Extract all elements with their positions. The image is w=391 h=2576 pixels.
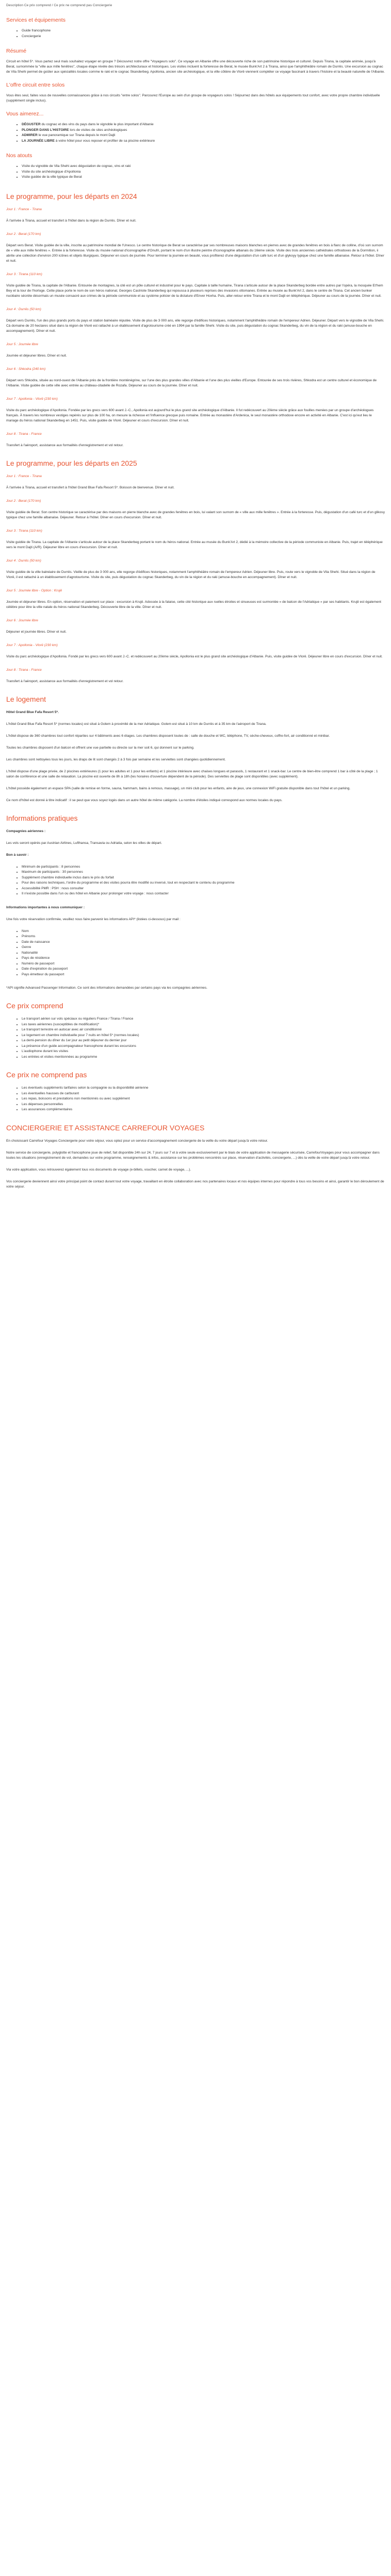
list-item: • Date d'expiration du passeport xyxy=(22,967,385,972)
list-item xyxy=(22,133,385,139)
programme-2025-title: Le programme, pour les départs en 2025 xyxy=(6,459,137,467)
page-footer-spacer xyxy=(6,1196,385,1217)
logement-text: Toutes les chambres disposent d'un balcon et offrent une vue partielle ou directe sur la mer soit 6, qui donnent sur le parking. xyxy=(6,745,194,750)
list-item: • Les dépenses personnelles xyxy=(22,1102,385,1108)
day-text: Journée et déjeuner libres. Dîner et nuit. xyxy=(6,353,67,358)
day-heading: Jour 2 : Berat (170 km) xyxy=(6,232,41,236)
list-item: • Pays de résidence xyxy=(22,956,385,961)
list-item: • Visite du vignoble de Vila Shehi avec dégustation de cognac, vins et raki xyxy=(22,164,385,170)
highlight-label: PLONGER DANS L'HISTOIRE xyxy=(22,128,69,132)
day-heading: Jour 1 : France - Tirana xyxy=(6,207,42,211)
list-item: • Les entrées et visites mentionnées au programme xyxy=(22,1055,385,1060)
day-text: Transfert à l'aéroport, assistance aux formalités d'enregistrement et vol retour. xyxy=(6,679,124,683)
day-heading: Jour 2 : Berat (170 km) xyxy=(6,499,41,503)
programme-2024-title: Le programme, pour les départs en 2024 xyxy=(6,192,137,200)
list-item: • Les taxes aériennes (susceptibles de modification)* xyxy=(22,1022,385,1028)
list-item: • Nationalité xyxy=(22,951,385,956)
day-text: Visite guidée de Tirana. La capitale de l'Albanie s'articule autour de la place Skanderbeg portant le nom du héros national. Entrée au musée du Bunk'Art 2, dédié à la mémoire collective de la période communiste en Albanie. Puis, trajet en téléphérique vers le mont Dajti (A/R). Déjeuner libre en cours d'excursion. Dîner et nuit. xyxy=(6,540,383,549)
day-text: À l'arrivée à Tirana, accueil et transfert à l'hôtel Grand Blue Fafa Resort 5*. Boisson de bienvenue. Dîner et nuit. xyxy=(6,485,175,489)
logement-text: L'hôtel dispose d'une plage privée, de 2 piscines extérieures (1 pour les adultes et 1 pour les enfants) et 1 piscine intérieure avec chaises longues et parasols, 1 restaurant et 1 snack-bar. Le centre de bien-être comprend 1 bar à côté de la plage ; 1 salon de conférence et une salle de relaxation. La piscine est ouverte de 8h à 18h (les horaires d'ouverture dépendent de la période). Des serviettes de plage sont disponibles (avec supplément). xyxy=(6,769,378,778)
list-item: • Le transport terrestre en autocar avec air conditionné xyxy=(22,1027,385,1033)
offre-title: L'offre circuit entre solos xyxy=(6,82,65,88)
important-label-text: Informations importantes à nous communiquer : xyxy=(6,905,85,909)
day-heading: Jour 3 : Tirana (110 km) xyxy=(6,272,42,276)
list-item xyxy=(22,128,385,133)
day-heading: Jour 3 : Tirana (110 km) xyxy=(6,529,42,533)
list-item: • Minimum de participants : 8 personnes xyxy=(22,865,385,870)
highlight-text: le vue panoramique sur Tirana depuis le mont Dajti xyxy=(37,133,116,137)
day-heading: Jour 6 : Shkodra (240 km) xyxy=(6,367,46,371)
bon-label xyxy=(6,853,385,858)
highlight-text: du cognac et des vins du pays dans le vignoble le plus important d'Albanie xyxy=(40,123,154,126)
conciergerie-text: Vos conciergerie deviennent ainsi votre principal point de contact durant tout votre voyage, travaillant en étroite collaboration avec nos partenaires locaux et nos équipes internes pour répondre à tous vos besoins et ainsi, garantir le bon déroulement de votre séjour. xyxy=(6,1179,384,1189)
day-text: Journée et déjeuner libres. En option, réservation et paiement sur place : excursion à Krujë. Adossée à la falaise, cette cité historique aux ruelles étroites et sinueuses est surmontée « de balcon de l'Adriatique » par ses habitants. Krujë est également célèbre pour être la ville natale du héros national Skanderbeg. Découverte libre de la ville. Dîner et nuit. xyxy=(6,600,381,609)
day-heading: Jour 4 : Durrës (50 km) xyxy=(6,558,41,563)
conciergerie-text: Notre service de conciergerie, polyglotte et francophone joue de relief, fait disponible 24h sur 24, 7 jours sur 7 et à votre seule exclusivement par le biais de votre application de messagerie sécurisée, CarrefourVoyages pour vous accompagner dans toutes les situations (enregistrement de vol, demandes sur votre programme, renseignements & infos, assistance sur les problèmes rencontrés sur place, réservation d'activités, conciergerie, ...) dès la veille de votre départ jusqu'à votre retour. xyxy=(6,1150,380,1160)
list-item: • Il n'existe possible dans l'un ou des hôtel en Albanie pour prolonger votre voyage : nous contacter xyxy=(22,891,385,897)
logement-title: Le logement xyxy=(6,694,46,703)
services-list xyxy=(6,28,385,39)
day-heading: Jour 8 : Tirana - France xyxy=(6,432,42,436)
day-heading: Jour 7 : Apollonia - Vlorë (230 km) xyxy=(6,643,58,647)
day-text: Visite du parc archéologique d'Apollonia. Fondée par les grecs vers 600 avant J.-C., Apollonia est aujourd'hui le plus grand site archéologique d'Albanie. Il fut redécouvert au 20ème siècle grâce aux fouilles menées par un groupe d'archéologues français. À travers les nombreux vestiges repérés sur plus de 100 ha, on mesure la richesse et l'influence grecque puis romaine. Entrée au monastère d'Ardenica, le seul monastère orthodoxe encore en activité en Albanie. C'est ici qu'eut lieu le mariage du héros national Skanderbeg en 1451. Puis, visite guidée de Vlorë. Déjeuner et cours d'excursion. Dîner et nuit. xyxy=(6,408,374,422)
offre-text: Vous êtes seul, faites vous de nouvelles connaissances grâce à nos circuits "entre solos". Parcourez l'Europe au sein d'un groupe de voyageurs solos ! Séjournez dans des hôtels aux équipements tout confort, avec votre propre chambre individuelle (supplément single inclus). xyxy=(6,94,380,103)
important-label xyxy=(6,905,385,910)
infos-title: Informations pratiques xyxy=(6,814,78,822)
compagnies-label xyxy=(6,829,385,834)
list-item: • Maximum de participants : 30 personnes xyxy=(22,870,385,875)
highlight-label: LA JOURNÉE LIBRE xyxy=(22,139,55,143)
day-text: Visite guidée de Tirana, la capitale de l'Albanie. Entourée de montagnes, la cité est un pôle culturel et industriel pour le pays. Capitale à taille humaine, Tirana s'articule autour de la place Skanderbeg bordée entre autres par l'opéra, la mosquée Et'hem Bey et la tour de l'horloge. Cette place porte le nom de son héros national, Georges Castriote Skanderbeg qui repoussa à plusieurs reprises des invasions ottomanes. Entrée au musée au Bunk'Art 2, dans le centre de Tirana. Cet ancien bunker nucléaire sécrète désormais un musée consacré aux crimes de la période communiste et au système policier de la dictature d'Enver Hoxha. Puis, aller-retour entre Tirana et le mont Dajti en téléphérique. Déjeuner au cours de la journée. Dîner et nuit. xyxy=(6,283,383,298)
list-item: • Les repas, boissons et prestations non mentionnés ou avec supplément xyxy=(22,1096,385,1102)
list-item: • La présence d'un guide accompagnateur francophone durant les excursions xyxy=(22,1044,385,1049)
comprend-list xyxy=(6,1016,385,1060)
conciergerie-title: CONCIERGERIE ET ASSISTANCE CARREFOUR VOYAGES xyxy=(6,1123,205,1132)
aimerez-list xyxy=(6,122,385,144)
logement-text: Ce nom d'hôtel est donné à titre indicatif : il se peut que vous soyez logés dans un autre hôtel de même catégorie. La nombre d'étoiles indiqué correspond aux normes locales du pays. xyxy=(6,798,283,802)
important-text: Une fois votre réservation confirmée, veuillez nous faire parvenir les informations API* (listées ci-dessous) par mail : xyxy=(6,917,181,921)
list-item: • Guide francophone xyxy=(22,28,385,34)
list-item: • Nom xyxy=(22,929,385,935)
hotel-name xyxy=(6,710,385,715)
necomprend-list xyxy=(6,1086,385,1113)
programme-2024 xyxy=(6,207,385,448)
necomprend-title: Ce prix ne comprend pas xyxy=(6,1071,87,1079)
services-title: Services et équipements xyxy=(6,17,66,23)
comprend-title: Ce prix comprend xyxy=(6,1002,63,1010)
logement-text: L'hôtel dispose de 360 chambres tout confort réparties sur 4 bâtiments avec 6 étages. Les chambres disposent toutes de : salle de douche et WC, téléphone, TV, sèche-cheveux, coffre-fort, air conditionné et minibar. xyxy=(6,734,330,738)
list-item: • Date de naissance xyxy=(22,940,385,945)
logement-text: Les chambres sont nettoyées tous les jours, les draps de lit sont changés 2 à 3 fois par semaine et les serviettes sont changées quotidiennement. xyxy=(6,757,226,761)
list-item xyxy=(22,139,385,144)
day-heading: Jour 7 : Apollonia - Vlorë (230 km) xyxy=(6,397,58,401)
atouts-title: Nos atouts xyxy=(6,152,32,159)
list-item: • Les éventuelles hausses de carburant xyxy=(22,1091,385,1097)
list-item: • Genre xyxy=(22,945,385,951)
list-item: • Le transport aérien sur vols spéciaux ou réguliers France / Tirana / France xyxy=(22,1016,385,1022)
day-heading: Jour 8 : Tirana - France xyxy=(6,668,42,672)
list-item: • Conciergerie xyxy=(22,34,385,40)
day-text: Déjeuner et journée libres. Dîner et nuit. xyxy=(6,630,67,634)
api-note: *API signifie Advanced Passenger Information. Ce sont des informations demandées par certains pays via les compagnies aériennes. xyxy=(6,986,207,990)
day-heading: Jour 4 : Durrës (50 km) xyxy=(6,307,41,311)
resume-text: Circuit en hôtel 5*. Vous partez seul mais souhaitez voyager en groupe ? Découvrez notre offre "Voyageurs solo". Ce voyage en Albanie offre une découverte riche de son patrimoine historique et culturel. Depuis Tirana, la capitale animée, jusqu'à Berat, surnommée la "ville aux mille fenêtres", chaque étape révèle des trésors architecturaux et historiques. Les visites incluent la forteresse de Berat, le musée Bunk'Art 2 à Tirana, ainsi que l'amphithéâtre romain de Durrës. Une excursion au cognac de Vila Shehi permet de goûter aux spécialités locales comme le raki et le cognac Skanderbeg. Apollonia, ancien site archéologique, et la ville côtière de Vlorë viennent compléter ce voyage fascinant à travers l'histoire et la beauté naturelle de l'Albanie. xyxy=(6,60,385,74)
day-text: Visite du parc archéologique d'Apollonia. Fondé par les grecs vers 600 avant J.-C. et redécouvert au 20ème siècle, Apollonia est le plus grand site archéologique d'Albanie. Puis, visite guidée de Vlorë. Déjeuner libre en cours d'excursion. Dîner et nuit. xyxy=(6,654,383,658)
list-item: • Le logement en chambre individuelle pour 7 nuits en hôtel 5* (normes locales) xyxy=(22,1033,385,1039)
aimerez-title: Vous aimerez... xyxy=(6,111,44,117)
conciergerie-text: En choisissant Carrefour Voyages Conciergerie pour votre séjour, vous optez pour un service d'accompagnement conciergerie de la veille du votre départ jusqu'à votre retour. xyxy=(6,1139,268,1143)
bon-label-text: Bon à savoir : xyxy=(6,853,29,857)
day-text: Départ vers Shkodra, située au nord-ouest de l'Albanie près de la frontière monténégrine, sur l'une des plus grandes villes d'Albanie et l'une des plus vieilles d'Europe. Entourée de ses trois rivières, Shkodra est un centre culturel et économique de l'Albanie. Visite guidée de cette ville avec entrée au château-citadelle de Rozafa. Déjeuner au cours de la journée. Dîner et nuit. xyxy=(6,378,377,387)
hotel-name-text: Hôtel Grand Blue Fafa Resort 5*. xyxy=(6,710,59,714)
day-heading: Jour 5 : Journée libre xyxy=(6,342,38,346)
important-list xyxy=(6,929,385,978)
day-text: À l'arrivée à Tirana, accueil et transfert à l'hôtel dans la région de Durrës. Dîner et nuit. xyxy=(6,218,137,223)
logement-text: L'hôtel possède également un espace SPA (salle de remise en forme, sauna, hammam, bains à remous, massage), un mini club pour les enfants, aire de jeux, une connexion WiFi gratuite disponible dans tout l'hôtel et un parking. xyxy=(6,786,351,790)
day-heading: Jour 5 : Journée libre - Option : Krujë xyxy=(6,588,62,592)
atouts-list xyxy=(6,164,385,180)
day-text: Visite guidée de Berat. Son centre historique se caractérise par des maisons en pierre blanche avec de grandes fenêtres en bois, lui valant son surnom de « ville aux mille fenêtres ». Entrée à la forteresse. Puis, dégustation d'un café turc et d'un glikosy typique chez une famille albanaise. Déjeuner. Retour à l'hôtel. Dîner en cours d'excursion. Dîner et nuit. xyxy=(6,510,385,519)
list-item: • Pays émetteur du passeport xyxy=(22,972,385,978)
day-text: Départ vers Durrës, l'un des plus grands ports du pays et station balnéaire réputée. Visite de plus de 3 000 ans, elle regorge d'édifices historiques, notamment l'amphithéâtre romain de l'empereur Adrien. Déjeuner. Départ vers le vignoble de Vila Shehi. Cà domaine de 20 hectares situé dans la région de Vlorë est rattaché à un établissement d'agrotourisme créé en 1994 par la famille Shehi. Visite du site, puis dégustation du cognac Skanderbeg, du vin de la région et du raki (amuse-bouche en accompagnement). Dîner et nuit. xyxy=(6,318,384,333)
list-item: • La demi-pension du dîner du 1er jour au petit déjeuner du dernier jour xyxy=(22,1038,385,1044)
day-heading: Jour 1 : France - Tirana xyxy=(6,474,42,478)
day-text: Visite guidée de la ville balnéaire de Durrës. Vieille de plus de 3 000 ans, elle regorge d'édifices historiques, notamment l'amphithéâtre romain de l'empereur Adrien. Déjeuner libre. Puis, route vers le vignoble de Vila Shehi. Situé dans la région de Vlorë, il est rattaché à un établissement d'agrotourisme. Visite du site, puis dégustation du cognac Skanderbeg, du vin de la région et du raki (amuse-bouche en accompagnement). Dîner et nuit. xyxy=(6,570,376,579)
list-item: • Prénoms xyxy=(22,934,385,940)
list-item: • Visite guidée de la ville typique de Berat xyxy=(22,175,385,180)
highlight-label: DÉGUSTER xyxy=(22,123,41,126)
resume-title: Résumé xyxy=(6,48,27,54)
list-item: • L'audiophone durant les visites xyxy=(22,1049,385,1055)
breadcrumb[interactable]: Description Ce prix comprend / Ce prix ne comprend pas Conciergerie xyxy=(6,4,112,7)
list-item xyxy=(22,122,385,128)
list-item: • Pour des raisons techniques, l'ordre du programme et des visites pourra être modifié ou inversé, tout en respectant le contenu du programme xyxy=(22,880,385,886)
list-item: • Les éventuels suppléments tarifaires selon la compagnie ou la disponibilité aérienne xyxy=(22,1086,385,1091)
compagnies-label-text: Compagnies aériennes : xyxy=(6,829,46,833)
compagnies-text: Les vols seront opérés par Austrian Airlines, Lufthansa, Transavia ou Adriatia, selon les villes de départ. xyxy=(6,841,162,845)
programme-2025 xyxy=(6,474,385,684)
conciergerie-text: Via votre application, vous retrouverez également tous vos documents de voyage (e-billets, voucher, carnet de voyage, ...). xyxy=(6,1167,191,1172)
day-text: Transfert à l'aéroport, assistance aux formalités d'enregistrement et vol retour. xyxy=(6,443,124,447)
list-item: • Les assurances complémentaires xyxy=(22,1107,385,1113)
page xyxy=(0,0,391,1217)
list-item: • Supplément chambre individuelle inclus dans le prix du forfait xyxy=(22,875,385,881)
list-item: • Visite du site archéologique d'Apollonia xyxy=(22,170,385,175)
list-item: • Numéro de passeport xyxy=(22,961,385,967)
logement-text: L'hôtel Grand Blue Fafa Resort 5* (normes locales) est situé à Golem à proximité de la mer Adriatique. Golem est situé à 10 km de Durrës et à 35 km de l'aéroport de Tirana. xyxy=(6,722,267,726)
highlight-text: à votre hôtel pour vous reposer et profiter de sa piscine extérieure xyxy=(54,139,155,143)
day-heading: Jour 6 : Journée libre xyxy=(6,618,38,622)
highlight-text: lors de visites de sites archéologiques xyxy=(69,128,127,132)
list-item: • Accessibilité PMR : PSH : nous consulter xyxy=(22,886,385,892)
day-text: Départ vers Berat. Visite guidée de la ville, inscrite au patrimoine mondial de l'Unesco. Le centre historique de Berat se caractérise par ses nombreuses maisons blanches en pierres avec de grandes fenêtres en bois à flanc de colline, d'où son surnom de « ville aux mille fenêtres ». Entrée à la forteresse. Visite du musée national d'iconographie d'Onufri, portant le nom d'un illustre peintre d'iconographie albanais du 16ème siècle. Visite des trois anciennes cathédrales orthodoxes de la Dormition, ii abrite une collection d'environ 200 icônes et objets liturgiques. Déjeuner en cours de journée. Pour terminer la journée en beauté, vous profiterez d'une dégustation d'un café turc et d'un glykoyy typique chez une famille albanaise. Retour à l'hôtel. Dîner et nuit. xyxy=(6,243,384,263)
bon-list xyxy=(6,865,385,897)
highlight-label: ADMIRER xyxy=(22,133,38,137)
